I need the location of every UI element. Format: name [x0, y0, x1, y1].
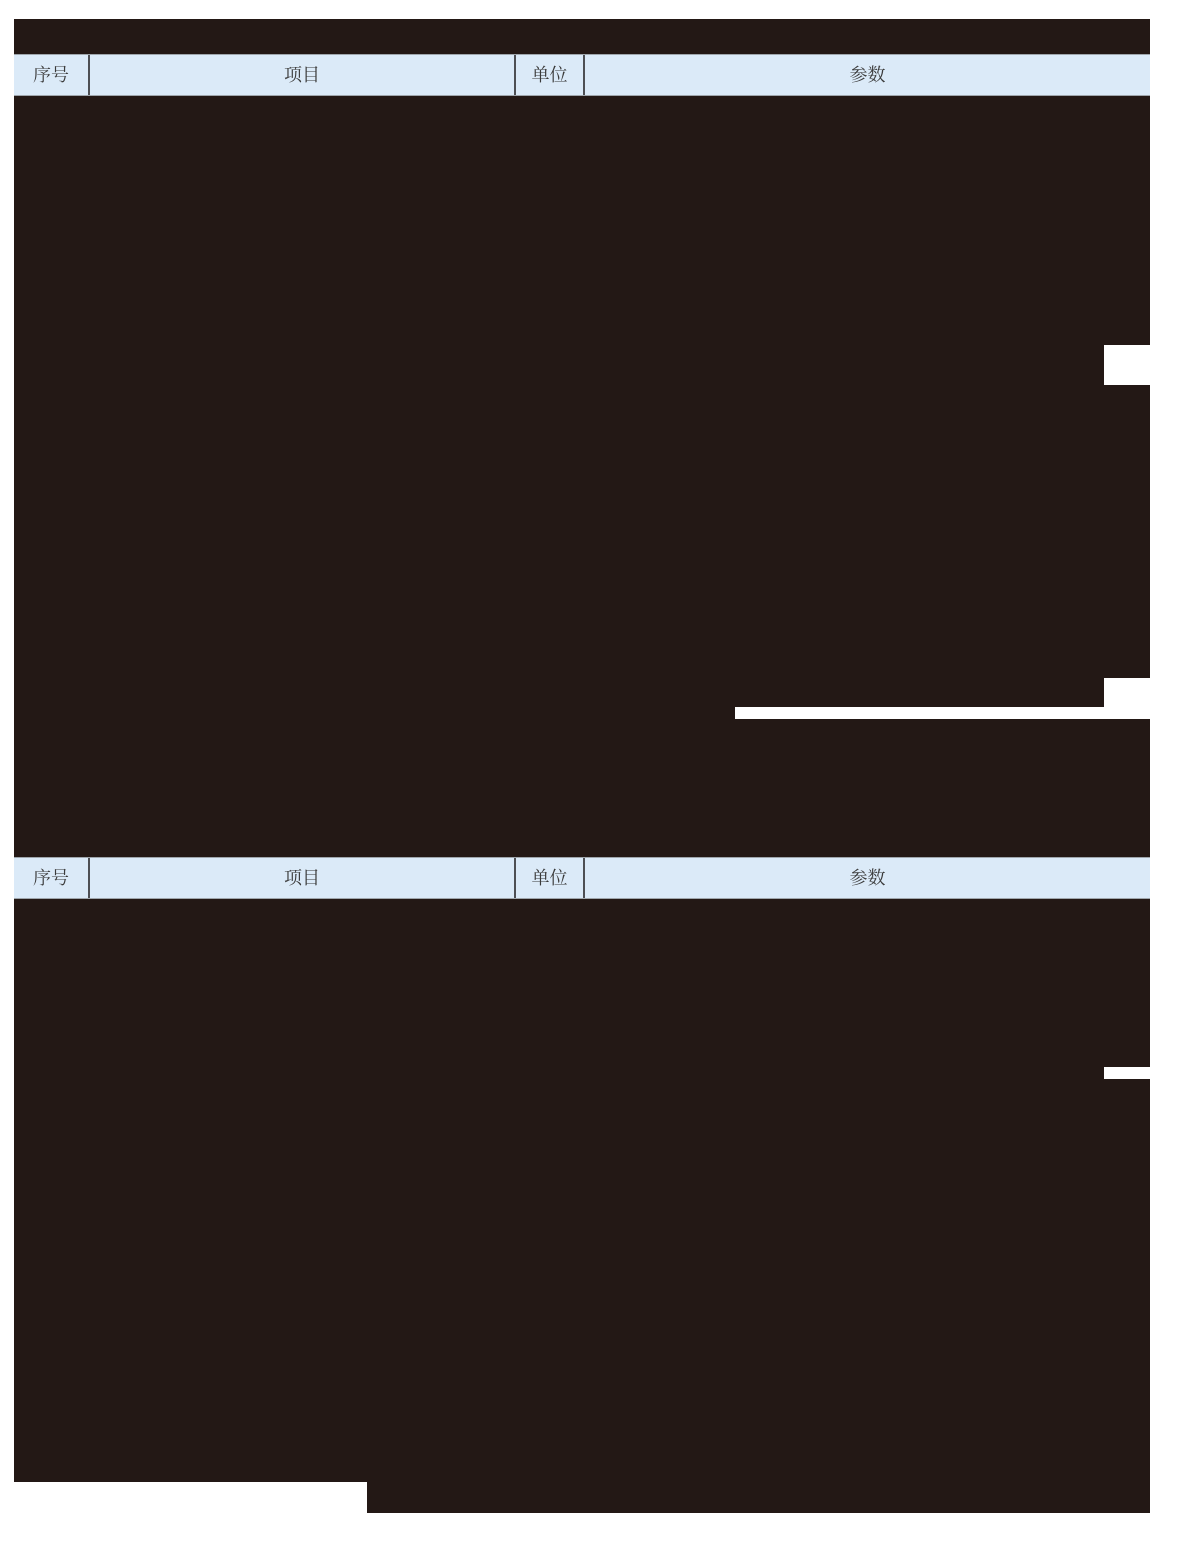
table2-header-cell-param: 参数 — [849, 868, 886, 888]
table2-header-row — [14, 857, 1150, 899]
table2-header-cell-seq: 序号 — [14, 858, 90, 898]
white-gap-2 — [1104, 678, 1150, 707]
redacted-title-band — [14, 19, 1150, 54]
redacted-table1-body — [14, 96, 1150, 857]
table1-header-cell-item: 项目 — [90, 55, 516, 95]
table2-header-cell-unit: 单位 — [516, 858, 585, 898]
white-gap-3 — [735, 707, 1150, 719]
white-gap-5 — [14, 1482, 367, 1513]
table2-header-cell-item: 项目 — [90, 858, 516, 898]
table1-header-cell-unit: 单位 — [516, 55, 585, 95]
table1-header-row — [14, 54, 1150, 96]
table1-header-cell-param: 参数 — [849, 65, 886, 85]
table1-header-cell-seq: 序号 — [14, 55, 90, 95]
white-gap-1 — [1104, 345, 1150, 385]
redacted-table2-body — [14, 899, 1150, 1513]
white-gap-4 — [1104, 1067, 1150, 1079]
